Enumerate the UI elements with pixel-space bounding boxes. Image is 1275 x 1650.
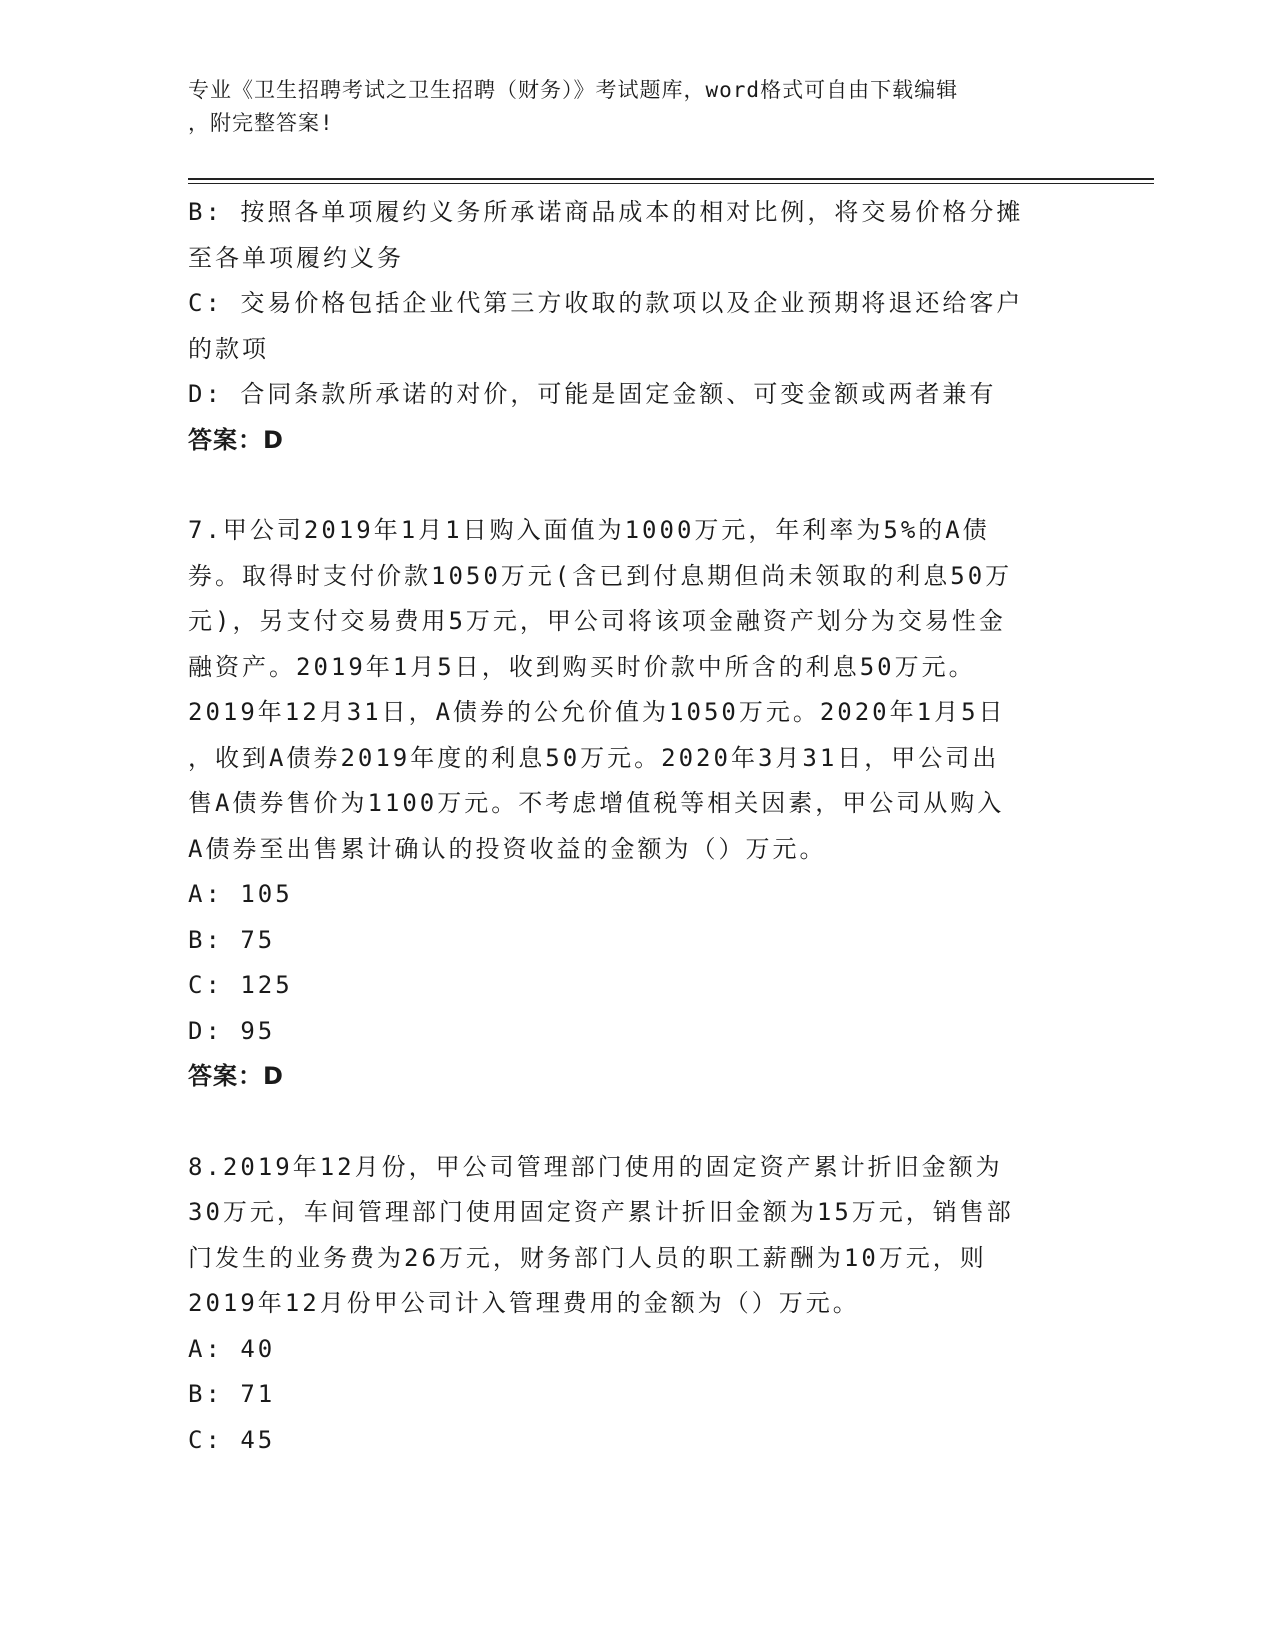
question-8 xyxy=(188,1145,1108,1464)
q7-stem-line: 2019年12月31日，A债券的公允价值为1050万元。2020年1月5日 xyxy=(188,698,1006,726)
q7-stem-line: 售A债券售价为1100万元。不考虑增值税等相关因素，甲公司从购入 xyxy=(188,789,1005,817)
q7-answer: 答案：D xyxy=(188,1062,284,1090)
question-content xyxy=(188,190,1108,1463)
q7-option-b: B: 75 xyxy=(188,925,276,954)
q7-stem-line: 元)，另支付交易费用5万元，甲公司将该项金融资产划分为交易性金 xyxy=(188,607,1006,635)
q8-option-a: A: 40 xyxy=(188,1334,276,1363)
header-divider-thick xyxy=(188,178,1154,180)
q8-stem-line: 2019年12月份甲公司计入管理费用的金额为（）万元。 xyxy=(188,1289,860,1317)
q8-stem-line: 30万元，车间管理部门使用固定资产累计折旧金额为15万元，销售部 xyxy=(188,1198,1014,1226)
question-6 xyxy=(188,190,1108,463)
q7-stem-line: 券。取得时支付价款1050万元(含已到付息期但尚未领取的利息50万 xyxy=(188,561,1013,590)
spacer xyxy=(188,463,1108,508)
header-line-1: 专业《卫生招聘考试之卫生招聘（财务）》考试题库，word格式可自由下载编辑 xyxy=(188,78,959,102)
q7-option-d: D: 95 xyxy=(188,1016,276,1045)
q6-option-b-line-2: 至各单项履约义务 xyxy=(188,243,404,272)
q6-option-d: D: 合同条款所承诺的对价，可能是固定金额、可变金额或两者兼有 xyxy=(188,380,997,408)
q6-option-c-line-1: C: 交易价格包括企业代第三方收取的款项以及企业预期将退还给客户 xyxy=(188,289,1024,317)
q7-stem-line: A债券至出售累计确认的投资收益的金额为（）万元。 xyxy=(188,834,827,863)
q7-stem-line: 融资产。2019年1月5日，收到购买时价款中所含的利息50万元。 xyxy=(188,652,976,681)
q6-option-b-line-1: B: 按照各单项履约义务所承诺商品成本的相对比例，将交易价格分摊 xyxy=(188,198,1024,226)
q7-option-a: A: 105 xyxy=(188,880,293,908)
q6-answer: 答案：D xyxy=(188,425,284,454)
question-7 xyxy=(188,508,1108,1100)
q8-option-c: C: 45 xyxy=(188,1425,276,1454)
spacer xyxy=(188,1100,1108,1145)
q8-option-b: B: 71 xyxy=(188,1380,276,1408)
header-line-2: ，附完整答案! xyxy=(188,111,334,135)
q6-option-c-line-2: 的款项 xyxy=(188,334,269,363)
document-header xyxy=(188,74,1088,140)
q8-stem-line: 门发生的业务费为26万元，财务部门人员的职工薪酬为10万元，则 xyxy=(188,1243,987,1272)
q7-option-c: C: 125 xyxy=(188,971,293,999)
q7-stem-line: ，收到A债券2019年度的利息50万元。2020年3月31日，甲公司出 xyxy=(188,743,1000,772)
q8-stem-line: 8.2019年12月份，甲公司管理部门使用的固定资产累计折旧金额为 xyxy=(188,1152,1003,1181)
header-divider-thin xyxy=(188,183,1154,184)
q7-stem-line: 7.甲公司2019年1月1日购入面值为1000万元，年利率为5%的A债 xyxy=(188,516,990,544)
